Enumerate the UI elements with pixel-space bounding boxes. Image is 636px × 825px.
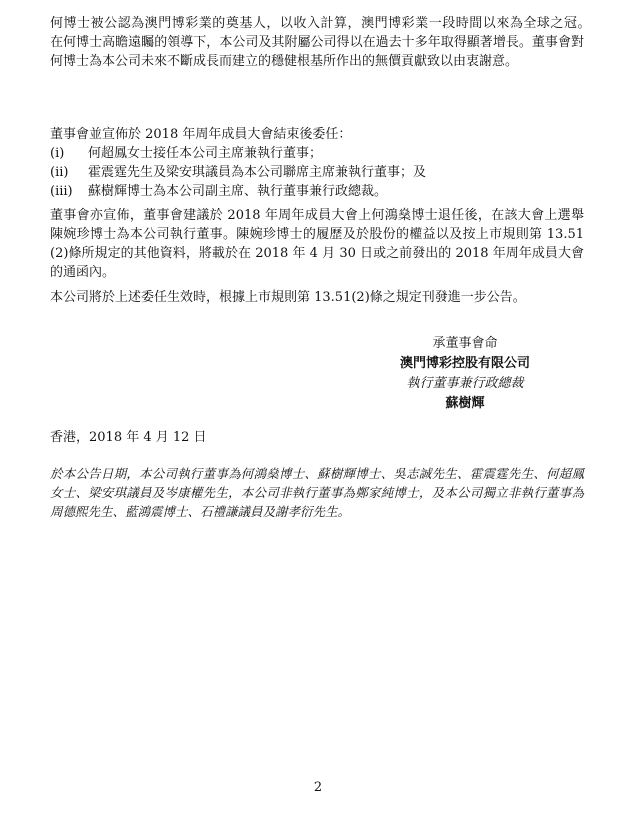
appointments-list xyxy=(50,144,584,201)
list-item-number: (iii) xyxy=(50,184,73,199)
signature-block xyxy=(360,334,570,414)
paragraph-election-text: 董事會亦宣佈，董事會建議於 2018 年周年成員大會上何鴻燊博士退任後，在該大會上選舉陳婉珍博士為本公司執行董事。陳婉珍博士的履歷及於股份的權益以及按上市規則第 13.51 (2)條所規定的其他資料，將載於在 2018 年 4 月 30 日或之前發出的 2018 年周年成員大會的通函內。 xyxy=(50,208,584,280)
paragraph-election xyxy=(50,206,584,282)
list-item xyxy=(50,163,584,182)
signature-company: 澳門博彩控股有限公司 xyxy=(399,356,530,371)
list-item-number: (i) xyxy=(50,146,65,161)
paragraph-tribute-text: 何博士被公認為澳門博彩業的奠基人，以收入計算，澳門博彩業一段時間以來為全球之冠。 在何博士高瞻遠矚的領導下，本公司及其附屬公司得以在過去十多年取得顯著增長。董事會對何博士為本公司未來不斷成長而建立的穩健根基所作出的無價貢獻致以由衷謝意。 xyxy=(50,16,598,69)
list-item xyxy=(50,182,584,201)
paragraph-further-announcement xyxy=(50,288,584,307)
list-item-text: 霍震霆先生及梁安琪議員為本公司聯席主席兼執行董事；及 xyxy=(88,165,427,180)
directors-note: 於本公告日期，本公司執行董事為何鴻燊博士、蘇樹輝博士、吳志誠先生、霍震霆先生、何超鳳女士、梁安琪議員及岑康權先生，本公司非執行董事為鄭家純博士，及本公司獨立非執行董事為周德熙先生、藍鴻震博士、石禮謙議員及謝孝衍先生。 xyxy=(50,466,584,519)
list-item-text: 蘇樹輝博士為本公司副主席、執行董事兼行政總裁。 xyxy=(88,184,388,199)
appointments-intro: 董事會並宣佈於 2018 年周年成員大會結束後委任： xyxy=(50,127,352,142)
page-number: 2 xyxy=(313,780,323,795)
signature-name: 蘇樹輝 xyxy=(445,396,485,411)
list-item-number: (ii) xyxy=(50,165,69,180)
signature-by-order: 承董事會命 xyxy=(432,336,498,351)
paragraph-tribute xyxy=(50,14,598,71)
paragraph-further-announcement-text: 本公司將於上述委任生效時，根據上市規則第 13.51(2)條之規定刊發進一步公告。 xyxy=(50,290,526,305)
paragraph-appointments xyxy=(50,125,584,201)
list-item-text: 何超鳳女士接任本公司主席兼執行董事； xyxy=(88,146,323,161)
signature-title: 執行董事兼行政總裁 xyxy=(406,376,524,391)
list-item xyxy=(50,144,584,163)
dateline: 香港，2018 年 4 月 12 日 xyxy=(50,430,207,445)
